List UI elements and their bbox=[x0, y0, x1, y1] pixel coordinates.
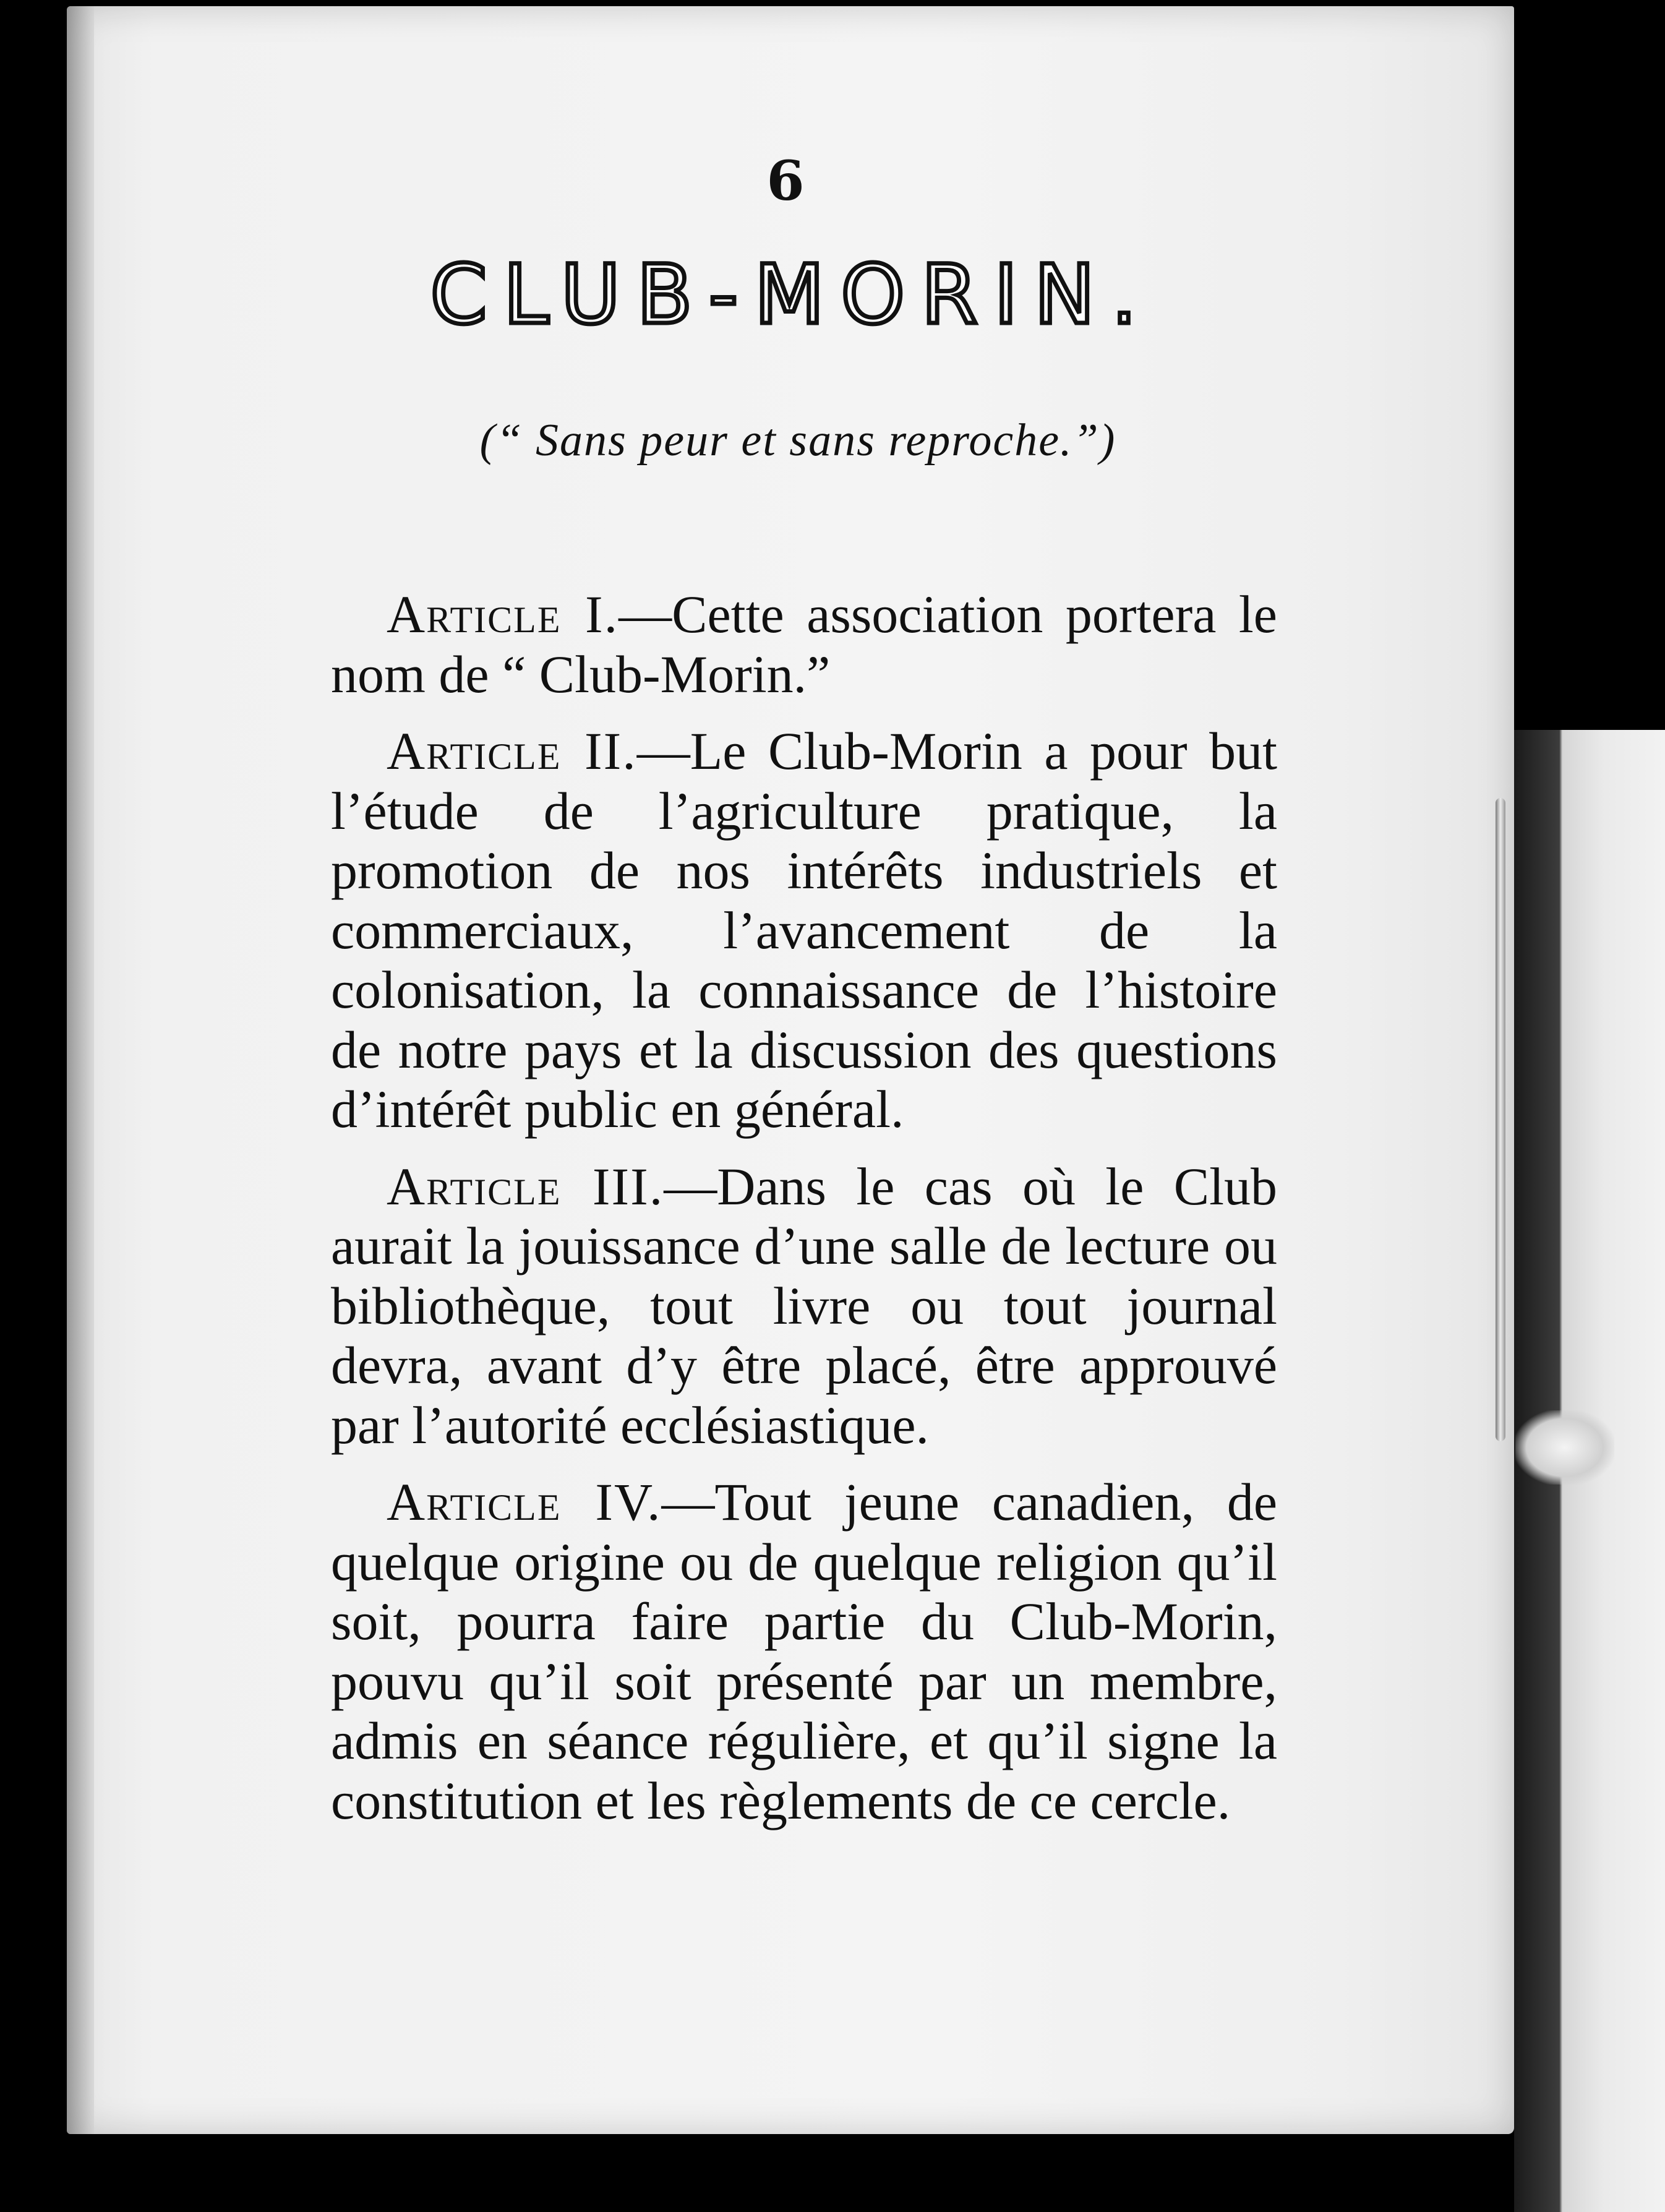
motto: (“ Sans peur et sans reproche.”) bbox=[479, 415, 1116, 466]
article-text: —Dans le cas où le Club aurait la jouissance d’une salle de lecture ou bibliothèque, tout livre ou tout journal devra, avant d’y être placé, être approuvé par l’autorité ecclésiastique. bbox=[331, 1156, 1277, 1455]
articles-body bbox=[331, 585, 1277, 1848]
article-2 bbox=[331, 721, 1277, 1139]
article-label: Article II. bbox=[387, 721, 637, 781]
page-number: 6 bbox=[766, 148, 805, 213]
page-title: CLUB-MORIN. bbox=[430, 247, 1154, 343]
article-text: —Le Club-Morin a pour but l’étude de l’agriculture pratique, la promotion de nos intérêts industriels et commerciaux, l’avancement de la colonisation, la connaissance de l’histoire de notre pays et la discussion des questions d’intérêt public en général. bbox=[331, 721, 1277, 1139]
article-4 bbox=[331, 1472, 1277, 1830]
article-label: Article IV. bbox=[387, 1472, 662, 1532]
article-label: Article I. bbox=[387, 585, 619, 644]
article-label: Article III. bbox=[387, 1156, 664, 1216]
article-3 bbox=[331, 1157, 1277, 1455]
article-text: —Cette association portera le nom de “ Club-Morin.” bbox=[331, 585, 1277, 704]
article-text: —Tout jeune canadien, de quelque origine ou de quelque religion qu’il soit, pourra faire partie du Club-Morin, pouvu qu’il soit présenté par un membre, admis en séance régulière, et qu’il signe la constitution et les règlements de ce cercle. bbox=[331, 1472, 1277, 1830]
article-1 bbox=[331, 585, 1277, 704]
